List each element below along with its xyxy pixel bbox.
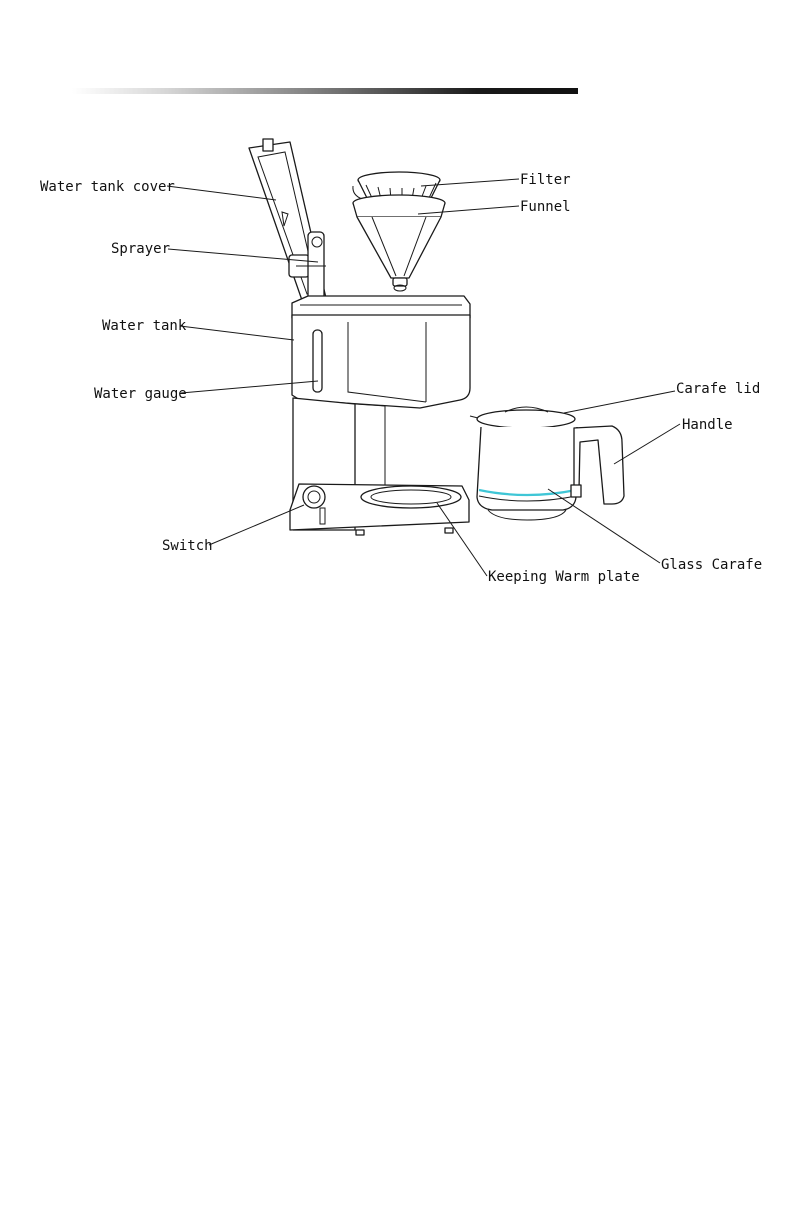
label-carafe-lid: Carafe lid xyxy=(676,381,761,397)
label-switch: Switch xyxy=(162,538,213,554)
label-water-gauge: Water gauge xyxy=(94,386,187,402)
coffee-maker-body xyxy=(290,296,470,535)
label-funnel: Funnel xyxy=(520,199,571,215)
glass-carafe-part xyxy=(470,407,624,520)
label-water-tank-cover: Water tank cover xyxy=(40,179,175,195)
label-handle: Handle xyxy=(682,417,733,433)
label-keeping-warm-plate: Keeping Warm plate xyxy=(488,569,640,585)
label-filter: Filter xyxy=(520,172,571,188)
funnel-part xyxy=(353,195,445,291)
label-glass-carafe: Glass Carafe xyxy=(661,557,763,573)
label-water-tank: Water tank xyxy=(102,318,187,334)
label-sprayer: Sprayer xyxy=(111,241,171,257)
